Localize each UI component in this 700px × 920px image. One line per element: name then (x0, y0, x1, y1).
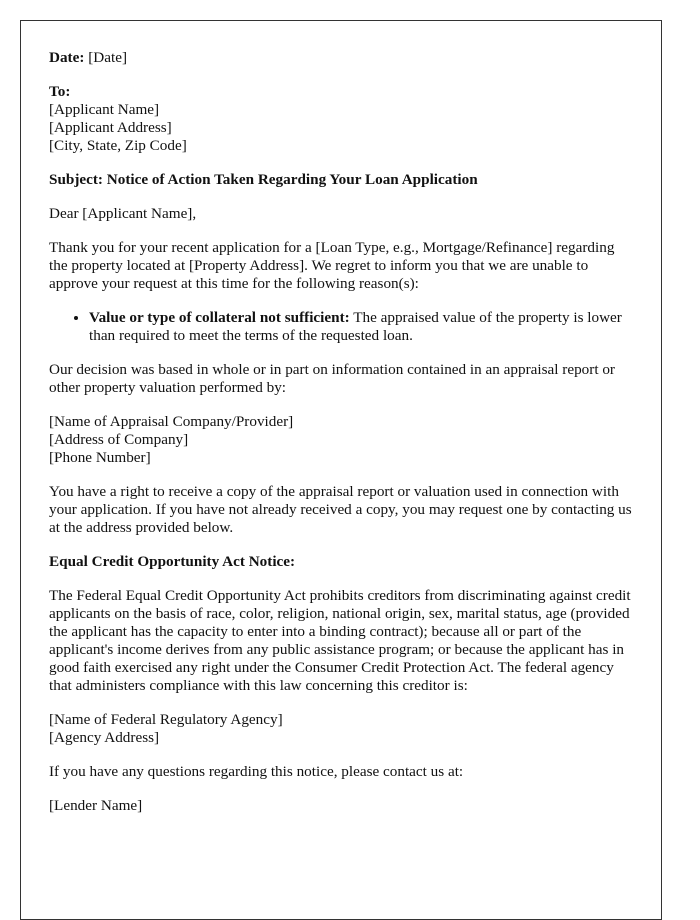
ecoa-paragraph: The Federal Equal Credit Opportunity Act prohibits creditors from discriminating against credit applicants on the basis of race, color, religion, national origin, sex, marital status, age (provided the applicant has the capacity to enter into a binding contract); because all or part of the applicant's income derives from any public assistance program; or because the applicant has in good faith exercised any right under the Consumer Credit Protection Act. The federal agency that administers compliance with this law concerning this creditor is: (49, 587, 631, 694)
reason-item (89, 309, 633, 345)
copy-right-paragraph: You have a right to receive a copy of the appraisal report or valuation used in connection with your application. If you have not already received a copy, you may request one by contacting us at the address provided below. (49, 483, 632, 536)
recipient-block (49, 83, 633, 155)
appraiser-phone: [Phone Number] (49, 449, 151, 466)
date-line (49, 49, 633, 67)
reasons-list (49, 309, 633, 345)
to-label: To: (49, 83, 71, 100)
lender-name: [Lender Name] (49, 797, 143, 814)
appraiser-address: [Address of Company] (49, 431, 189, 448)
recipient-name: [Applicant Name] (49, 101, 160, 118)
reason-title: Value or type of collateral not sufficient: (89, 309, 350, 326)
agency-name: [Name of Federal Regulatory Agency] (49, 711, 283, 728)
recipient-address: [Applicant Address] (49, 119, 172, 136)
date-value: [Date] (88, 49, 128, 66)
lender-block (49, 797, 633, 815)
subject-line: Subject: Notice of Action Taken Regarding Your Loan Application (49, 171, 478, 188)
date-label: Date: (49, 49, 85, 66)
intro-paragraph: Thank you for your recent application for a [Loan Type, e.g., Mortgage/Refinance] regarding the property located at [Property Address]. We regret to inform you that we are unable to approve your request at this time for the following reason(s): (49, 239, 615, 292)
document-viewport (20, 20, 662, 814)
reason-text: The appraised value of the property is lower than required to meet the terms of the requested loan. (89, 309, 622, 344)
agency-block (49, 711, 633, 747)
appraisal-basis-paragraph: Our decision was based in whole or in part on information contained in an appraisal report or other property valuation performed by: (49, 361, 615, 396)
contact-intro: If you have any questions regarding this notice, please contact us at: (49, 763, 464, 780)
appraiser-block (49, 413, 633, 467)
ecoa-heading: Equal Credit Opportunity Act Notice: (49, 553, 296, 570)
agency-address: [Agency Address] (49, 729, 160, 746)
denial-letter (20, 20, 662, 920)
appraiser-name: [Name of Appraisal Company/Provider] (49, 413, 294, 430)
salutation: Dear [Applicant Name], (49, 205, 197, 222)
recipient-city-state-zip: [City, State, Zip Code] (49, 137, 187, 154)
